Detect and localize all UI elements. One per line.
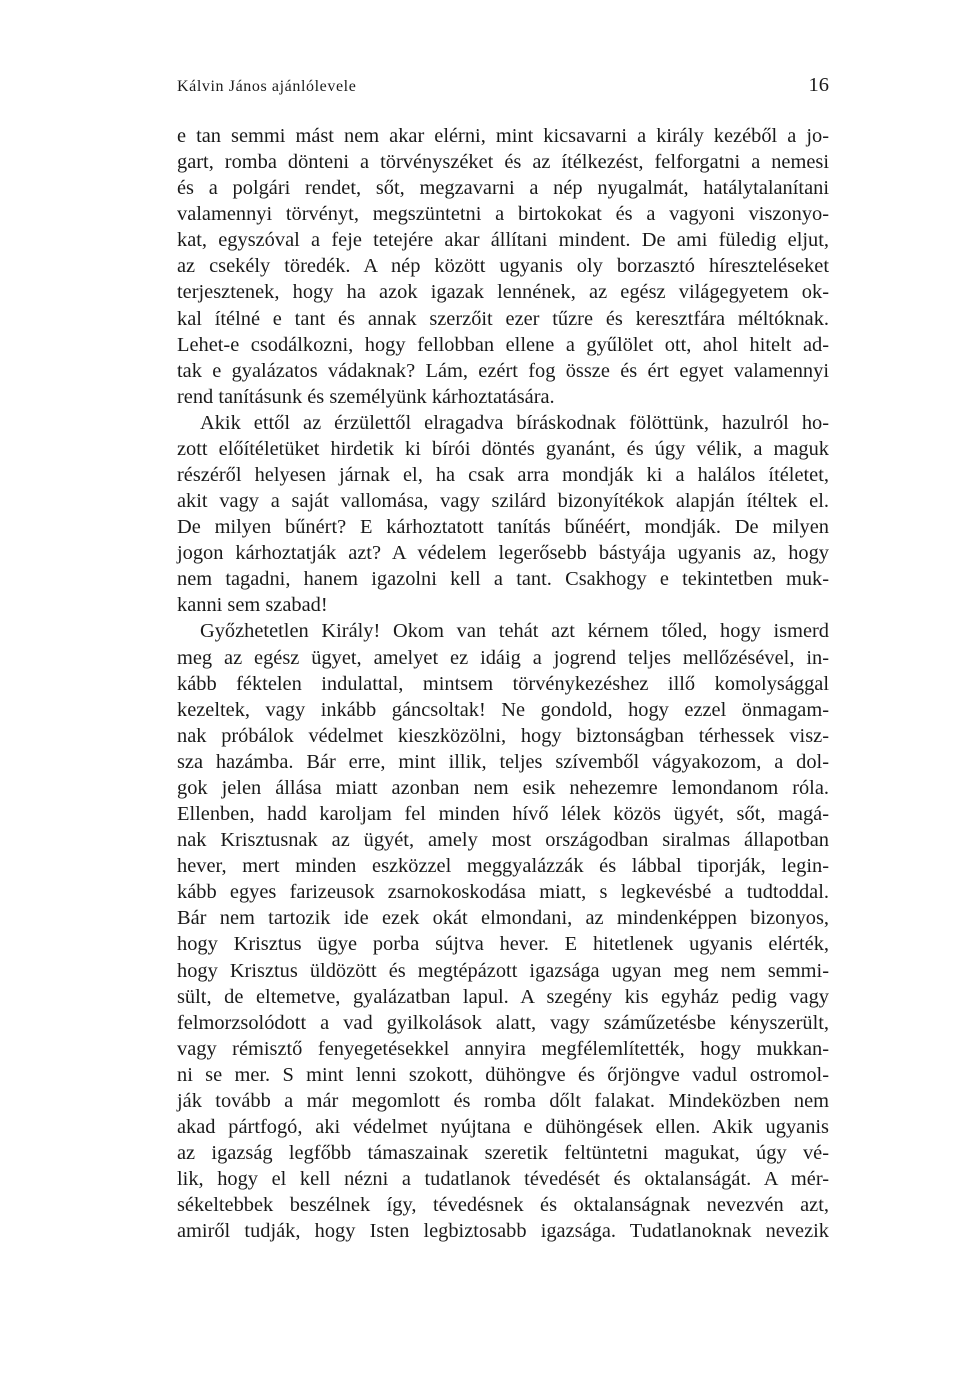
text-line: felmorzsolódott a vad gyilkolások alatt, vagy száműzetésbe kényszerült, bbox=[177, 1011, 829, 1034]
text-line: ják tovább a már megomlott és romba dőlt falakat. Mindeközben nem bbox=[177, 1089, 829, 1112]
text-line: nak Krisztusnak az ügyét, amely most országodban siralmas állapotban bbox=[177, 829, 829, 852]
text-line: és a polgári rendet, sőt, megzavarni a nép nyugalmát, hatálytalanítani bbox=[177, 177, 829, 200]
text-line: Akik ettől az érzülettől elragadva bíráskodnak fölöttünk, hazulról ho- bbox=[200, 411, 829, 434]
text-line: lik, hogy el kell nézni a tudatlanok tévedését és oktalanságát. A mér- bbox=[177, 1168, 829, 1191]
text-line: kat, egyszóval a feje tetejére akar állítani mindent. De ami füledig eljut, bbox=[177, 229, 829, 252]
text-line: kanni sem szabad! bbox=[177, 594, 328, 617]
text-line: részéről helyesen járnak el, ha csak arra mondják ki a halálos ítéletet, bbox=[177, 464, 829, 487]
text-line: zott előítéletüket hirdetik ki bírói döntés gyanánt, és úgy vélik, a maguk bbox=[177, 437, 829, 460]
text-line: Lehet-e csodálkozni, hogy fellobban ellene a gyűlölet ott, ahol hitelt ad- bbox=[177, 333, 829, 356]
running-title: Kálvin János ajánlólevele bbox=[177, 78, 357, 95]
text-line: gok jelen állása miatt azonban nem esik nehezemre lemondanom róla. bbox=[177, 776, 829, 799]
text-line: nak próbálok védelmet kieszközölni, hogy biztonságban térhessek visz- bbox=[177, 724, 829, 747]
text-line: terjesztenek, hogy ha azok igazak lennének, az egész világegyetem ok- bbox=[177, 281, 829, 304]
text-line: Bár nem tartozik ide ezek okát elmondani, az mindenképpen bizonyos, bbox=[177, 907, 829, 930]
text-line: vagy rémisztő fenyegetésekkel annyira megfélemlítették, hogy mukkan- bbox=[177, 1037, 829, 1060]
text-line: rend tanításunk és személyünk kárhoztatására. bbox=[177, 385, 555, 408]
text-line: kább féktelen indulattal, mintsem törvénykezéshez illő komolysággal bbox=[177, 672, 829, 695]
text-line: sült, de eltemetve, gyalázatban lapul. A szegény kis egyház pedig vagy bbox=[177, 985, 829, 1008]
text-line: ni se mer. S mint lenni szokott, dühöngve és őrjöngve vadul ostromol- bbox=[177, 1063, 829, 1086]
text-line: Győzhetetlen Király! Okom van tehát azt kérnem tőled, hogy ismerd bbox=[200, 620, 829, 643]
text-line: gart, romba dönteni a törvényszéket és az ítélkezést, felforgatni a nemesi bbox=[177, 151, 829, 174]
text-line: kább egyes farizeusok zsarnokoskodása miatt, s legkevésbé a tudtoddal. bbox=[177, 881, 829, 904]
text-line: az igazság legfőbb támaszainak szeretik feltüntetni magukat, úgy vé- bbox=[177, 1142, 829, 1165]
text-line: nem tagadni, hanem igazolni kell a tant. Csakhogy e tekintetben muk- bbox=[177, 568, 829, 591]
body-text bbox=[177, 123, 829, 1244]
page-number: 16 bbox=[808, 74, 829, 96]
text-line: hogy Krisztus üldözött és megtépázott igazsága ugyan meg nem semmi- bbox=[177, 959, 829, 982]
text-line: kezeltek, vagy inkább gáncsoltak! Ne gondold, hogy ezzel önmagam- bbox=[177, 698, 829, 721]
text-line: e tan semmi mást nem akar elérni, mint kicsavarni a király kezéből a jo- bbox=[177, 125, 829, 147]
text-line: valamennyi törvényt, megszüntetni a birtokokat és a vagyoni viszonyo- bbox=[177, 203, 829, 226]
text-line: sékeltebbek beszélnek így, tévedésnek és oktalanságnak nevezvén azt, bbox=[177, 1194, 829, 1217]
text-line: sza hazámba. Bár erre, mint illik, teljes szívemből vágyakozom, a dol- bbox=[177, 750, 829, 773]
text-line: kal ítélné e tant és annak szerzőit ezer tűzre és keresztfára méltóknak. bbox=[177, 307, 829, 330]
text-line: hogy Krisztus ügye porba sújtva hever. E hitetlenek ugyanis elérték, bbox=[177, 933, 829, 956]
text-line: akad pártfogó, aki védelmet nyújtana e dühöngések ellen. Akik ugyanis bbox=[177, 1115, 829, 1138]
text-line: meg az egész ügyet, amelyet ez idáig a jogrend teljes mellőzésével, in- bbox=[177, 646, 829, 669]
text-line: Ellenben, hadd karoljam fel minden hívő lélek közös ügyét, sőt, magá- bbox=[177, 803, 829, 826]
running-header bbox=[177, 74, 829, 99]
text-line: hever, mert minden eszközzel meggyalázzák és lábbal tiporják, legin- bbox=[177, 855, 829, 878]
text-line: amiről tudják, hogy Isten legbiztosabb igazsága. Tudatlanoknak nevezik bbox=[177, 1220, 829, 1243]
text-line: tak e gyalázatos vádaknak? Lám, ezért fog össze és ért egyet valamennyi bbox=[177, 359, 829, 382]
text-line: akit vagy a saját vallomása, vagy szilárd bizonyítékok alapján ítéltek el. bbox=[177, 490, 829, 513]
text-line: De milyen bűnért? E kárhoztatott tanítás bűnéért, mondják. De milyen bbox=[177, 516, 829, 539]
text-line: jogon kárhoztatják azt? A védelem legerősebb bástyája ugyanis az, hogy bbox=[177, 542, 829, 565]
text-line: az csekély töredék. A nép között ugyanis oly borzasztó híreszteléseket bbox=[177, 255, 829, 278]
